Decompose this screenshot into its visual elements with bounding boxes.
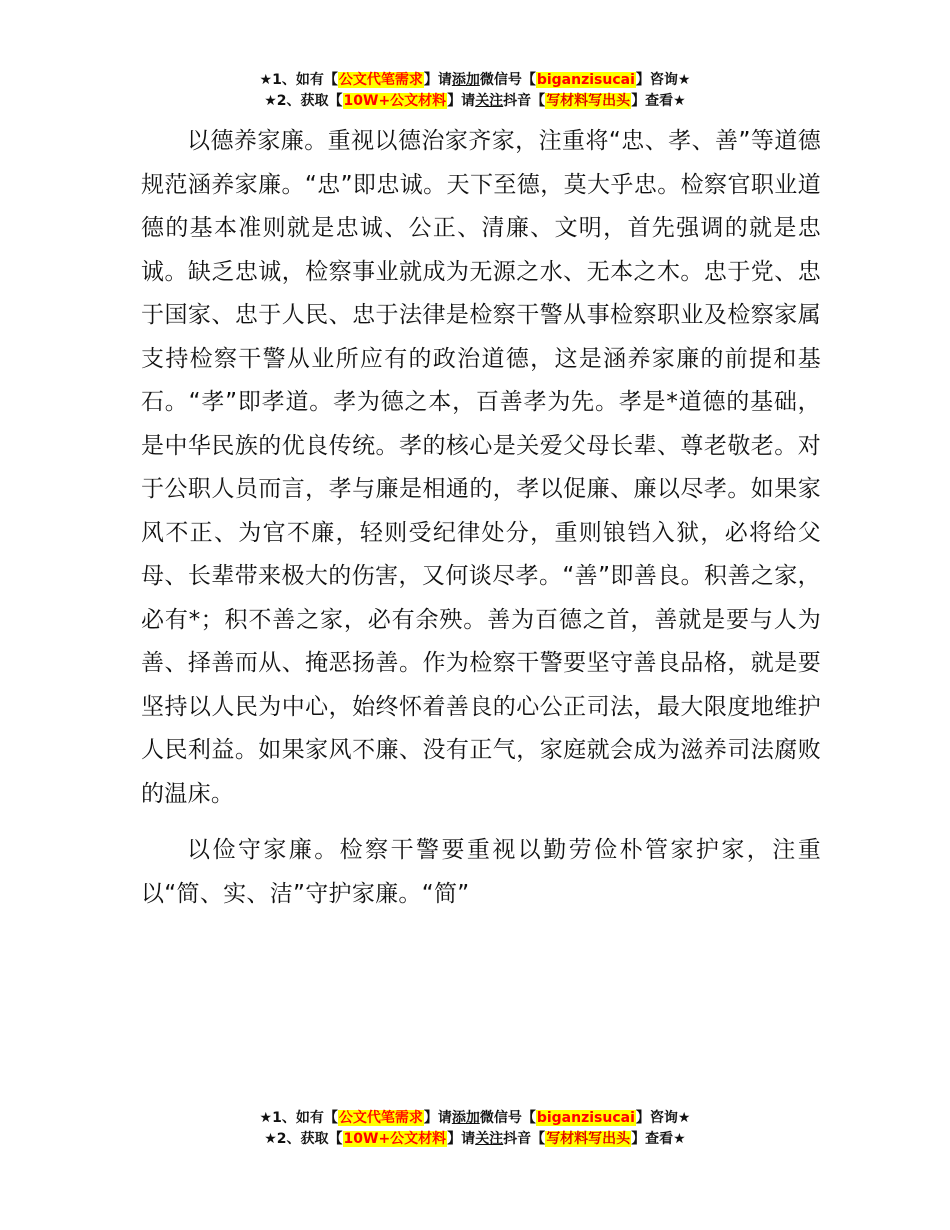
document-body	[141, 120, 821, 916]
banner-emphasis: 关注	[475, 1131, 504, 1147]
banner-text: 】请	[447, 1131, 476, 1147]
banner-line-2	[0, 91, 950, 112]
banner-line-1	[0, 1108, 950, 1129]
banner-line-2	[0, 1129, 950, 1150]
footer-banner	[0, 1108, 950, 1150]
banner-text: 】查看★	[631, 1131, 686, 1147]
header-banner	[0, 70, 950, 112]
highlight-wechat-id: biganzisucai	[536, 1110, 635, 1126]
banner-text: ★1、如有【	[259, 1110, 338, 1126]
highlight-wechat-id: biganzisucai	[536, 72, 635, 88]
banner-emphasis: 添加	[451, 1110, 480, 1126]
banner-text: 抖音【	[503, 1131, 546, 1147]
banner-text: ★2、获取【	[264, 93, 343, 109]
banner-text: 】咨询★	[635, 1110, 691, 1126]
banner-line-1	[0, 70, 950, 91]
highlight-service: 公文代笔需求	[338, 1110, 423, 1126]
banner-text: 微信号【	[479, 1110, 536, 1126]
banner-text: 微信号【	[479, 72, 536, 88]
banner-text: 抖音【	[503, 93, 546, 109]
body-paragraph: 以德养家廉。重视以德治家齐家，注重将“忠、孝、善”等道德规范涵养家廉。“忠”即忠诚。天下至德，莫大乎忠。检察官职业道德的基本准则就是忠诚、公正、清廉、文明，首先强调的就是忠诚。缺乏忠诚，检察事业就成为无源之水、无本之木。忠于党、忠于国家、忠于人民、忠于法律是检察干警从事检察职业及检察家属支持检察干警从业所应有的政治道德，这是涵养家廉的前提和基石。“孝”即孝道。孝为德之本，百善孝为先。孝是*道德的基础，是中华民族的优良传统。孝的核心是关爱父母长辈、尊老敬老。对于公职人员而言，孝与廉是相通的，孝以促廉、廉以尽孝。如果家风不正、为官不廉，轻则受纪律处分，重则锒铛入狱，必将给父母、长辈带来极大的伤害，又何谈尽孝。“善”即善良。积善之家，必有*；积不善之家，必有余殃。善为百德之首，善就是要与人为善、择善而从、掩恶扬善。作为检察干警要坚守善良品格，就是要坚持以人民为中心，始终怀着善良的心公正司法，最大限度地维护人民利益。如果家风不廉、没有正气，家庭就会成为滋养司法腐败的温床。	[141, 128, 821, 807]
highlight-materials: 10W+公文材料	[343, 93, 447, 109]
highlight-douyin: 写材料写出头	[546, 93, 631, 109]
banner-text: 】查看★	[631, 93, 686, 109]
body-paragraph: 以俭守家廉。检察干警要重视以勤劳俭朴管家护家，注重以“简、实、洁”守护家廉。“简”	[141, 837, 821, 907]
highlight-materials: 10W+公文材料	[343, 1131, 447, 1147]
banner-emphasis: 添加	[451, 72, 480, 88]
highlight-service: 公文代笔需求	[338, 72, 423, 88]
banner-text: 】咨询★	[635, 72, 691, 88]
banner-text: 】请	[423, 1110, 452, 1126]
banner-text: 】请	[423, 72, 452, 88]
banner-text: ★1、如有【	[259, 72, 338, 88]
banner-text: 】请	[447, 93, 476, 109]
banner-emphasis: 关注	[475, 93, 504, 109]
highlight-douyin: 写材料写出头	[546, 1131, 631, 1147]
banner-text: ★2、获取【	[264, 1131, 343, 1147]
